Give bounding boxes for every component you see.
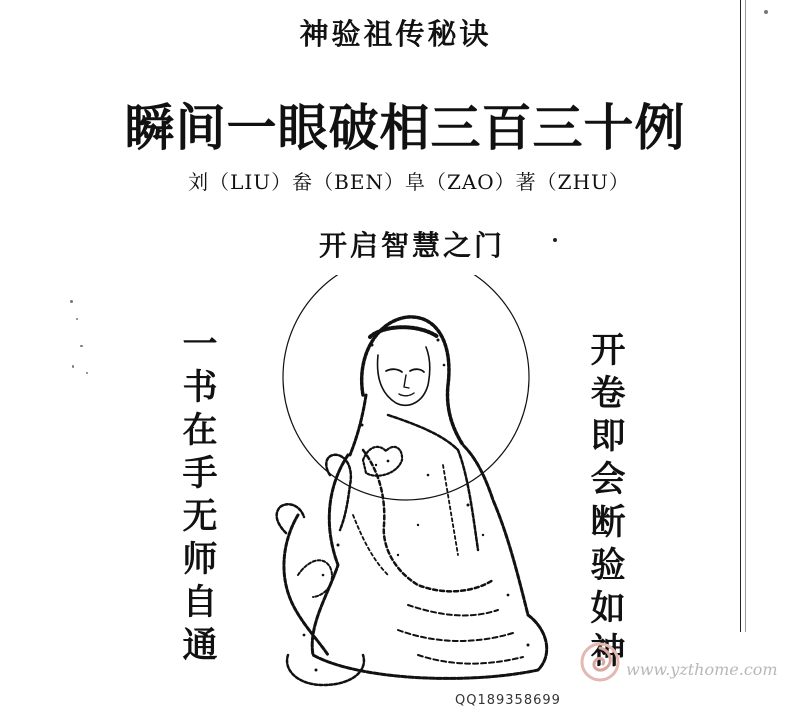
robe-outline [312,445,547,678]
left-couplet: 一书在手无师自通 [182,325,218,666]
author-line: 刘（LIU）畚（BEN）阜（ZAO）著（ZHU） [188,170,630,194]
scan-speck [72,365,74,368]
right-couplet: 开卷即会断验如神 [590,331,626,672]
swirl-logo-icon [578,640,622,684]
nose-mouth [399,375,414,396]
head-covering [362,317,463,445]
book-title: 瞬间一眼破相三百三十例 [124,98,686,157]
eyes [386,369,424,372]
scan-speck [70,300,73,303]
scan-speck [76,318,78,320]
footer-code: QQ189358699 [455,693,561,708]
scan-speck [80,345,83,347]
left-drapery [284,515,328,655]
slogan: 开启智慧之门 [318,229,505,262]
series-title: 神验祖传秘诀 [299,17,492,51]
scan-speck [86,372,88,374]
lotus [363,447,402,476]
bodhisattva-illustration [268,275,568,700]
watermark-url: www.yzthome.com [626,660,778,679]
site-watermark [578,640,783,688]
face [378,347,430,405]
